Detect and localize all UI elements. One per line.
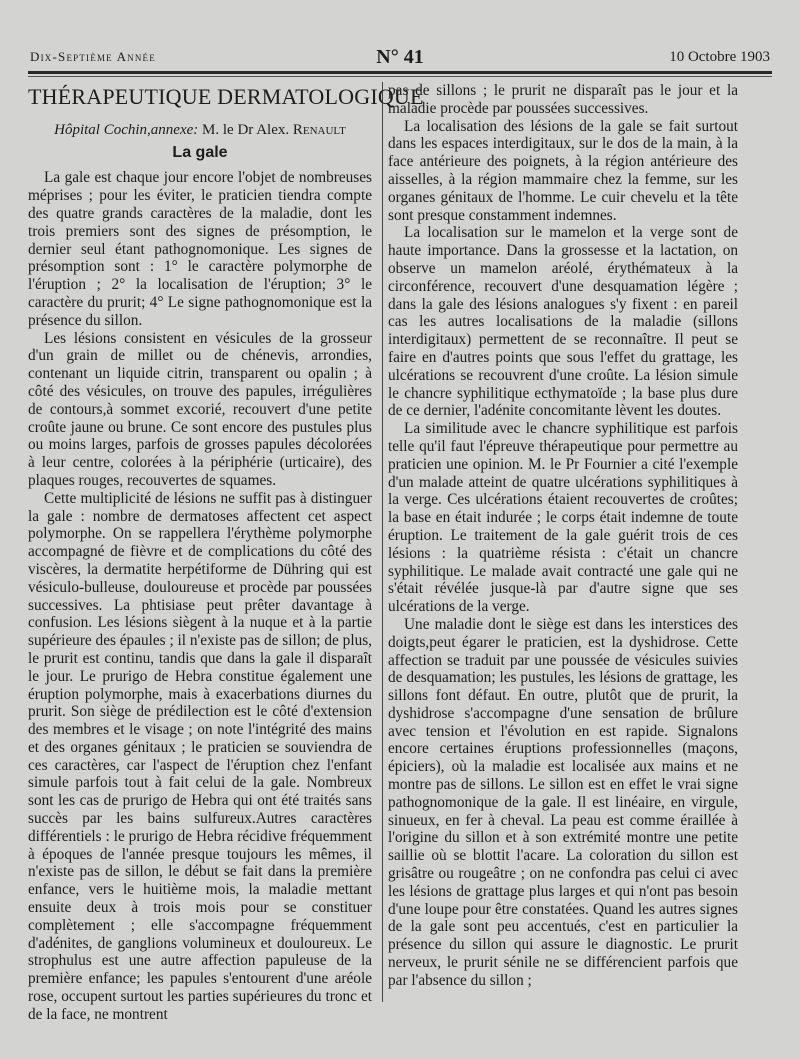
paragraph: Les lésions consistent en vésicules de la grosseur d'un grain de millet ou de chénevis, arrondies, contenant un liquide citrin, transparent ou opalin ; à côté des vésicules, on trouve des papules, irrégulières de contours,à sommet excorié, recouvert d'une petite croûte jaune ou brune. Ce sont encore des pustules plus ou moins larges, parfois de grosses papules décolorées à leur centre, colorées à la périphérie (urticaire), des plaques rouges, recouvertes de squames. (28, 329, 372, 489)
byline (28, 122, 372, 140)
byline-author: M. le Dr Alex. (198, 121, 293, 138)
right-column (388, 82, 738, 990)
article-subtitle: La gale (172, 143, 228, 161)
paragraph: La gale est chaque jour encore l'objet de nombreuses méprises ; pour les éviter, le praticien tiendra compte des quatre grands caractères de la maladie, dont les trois premiers sont des signes de présomption, le dernier seul étant pathognomonique. Les signes de présomption sont : 1° le caractère polymorphe de l'éruption ; 2° la localisation de l'éruption; 3° le caractère du prurit; 4° Le signe pathognomonique est la présence du sillon. (28, 169, 372, 329)
header-date: 10 Octobre 1903 (669, 48, 770, 65)
page-header (30, 44, 770, 70)
column-separator (382, 82, 383, 1002)
header-rule-thin (28, 76, 772, 77)
byline-hospital: Hôpital Cochin,annexe: (54, 121, 199, 138)
header-volume: Dix-Septième Année (30, 49, 156, 64)
section-title: THÉRAPEUTIQUE DERMATOLOGIQUE (28, 84, 424, 109)
paragraph: La localisation des lésions de la gale se fait surtout dans les espaces interdigitaux, sur le dos de la main, à la face antérieure des poignets, à la région antérieure des aisselles, à la région mammaire chez la femme, sur les organes génitaux de l'homme. Le cuir chevelu et la tête sont presque constamment indemnes. (388, 117, 738, 224)
paragraph: La similitude avec le chancre syphilitique est parfois telle qu'il faut l'épreuve thérapeutique pour permettre au praticien une opinion. M. le Pr Fournier a cité l'exemple d'un malade atteint de quatre ulcérations syphilitiques à la verge. Ces ulcérations étaient recouvertes de croûtes; la base en était indurée ; le corps était indemne de toute éruption. Le traitement de la gale guérit trois de ces lésions : la quatrième résista : c'était un chancre syphilitique. Le malade avait contracté une gale qui ne s'était révélée jusque-là par d'autre signe que ses ulcérations de la verge. (388, 420, 738, 616)
left-column (28, 82, 424, 1024)
paragraph: La localisation sur le mamelon et la verge sont de haute importance. Dans la grossesse et la lactation, on observe un mamelon aréolé, érythémateux à la circonférence, recouvert d'une desquamation légère ; dans la gale des lésions analogues s'y fixent : en pareil cas les autres localisations de la maladie (sillons interdigitaux) permettent de se reconnaître. Il peut se faire en d'autres points que sous l'effet du grattage, les ulcérations se recouvrent d'une croûte. La lésion simule le chancre syphilitique ecthymatoïde ; la base plus dure de ce dernier, l'adénite concomitante lèvent les doutes. (388, 224, 738, 420)
paragraph: Cette multiplicité de lésions ne suffit pas à distinguer la gale : nombre de dermatoses affectent cet aspect polymorphe. On se rappellera l'érythème polymorphe accompagné de fièvre et de complications du côté des viscères, la dermatite herpétiforme de Dühring qui est vésiculo-bulleuse, douloureuse et procède par poussées successives. La phtisiase peut prêter davantage à confusion. Les lésions siègent à la nuque et à la partie supérieure des épaules ; il n'existe pas de sillon; de plus, le prurit est continu, tandis que dans la gale il disparaît le jour. Le prurigo de Hebra constitue également une éruption polymorphe, mais à exacerbations diurnes du prurit. Son siège de prédilection est le côté d'extension des membres et le visage ; on note l'intégrité des mains et des organes génitaux ; le praticien se souviendra de ces caractères, car l'aspect de l'éruption chez l'enfant simule parfois tout à fait celui de la gale. Nombreux sont les cas de prurigo de Hebra qui ont été traités sans succès par les bains sulfureux.Autres caractères différentiels : le prurigo de Hebra récidive fréquemment à époques de l'année presque toujours les mêmes, il n'existe pas de sillon, le début se fait dans la première enfance, vers le huitième mois, la maladie mettant ensuite deux à trois mois pour se constituer complètement ; elle s'accompagne fréquemment d'adénites, de ganglions volumineux et douloureux. Le strophulus est une autre affection papuleuse de la première enfance; les papules s'entourent d'une aréole rose, occupent surtout les parties supérieures du tronc et de la face, ne montrent (28, 489, 372, 1023)
paragraph: pas de sillons ; le prurit ne disparaît pas le jour et la maladie procède par poussées successives. (388, 82, 738, 117)
header-rule (28, 71, 772, 74)
byline-surname: Renault (292, 121, 346, 138)
header-issue-number: N° 41 (376, 45, 424, 68)
paragraph: Une maladie dont le siège est dans les interstices des doigts,peut égarer le praticien, est la dyshidrose. Cette affection se traduit par une poussée de vésicules suivies de desquamation; les pustules, les lésions de grattage, les sillons font défaut. En outre, plutôt que de prurit, la dyshidrose s'accompagne d'une sensation de brûlure avec tension et l'évolution en est rapide. Signalons encore certaines éruptions professionnelles (maçons, épiciers), où la maladie est localisée aux mains et ne montre pas de sillons. Le sillon est en effet le vrai signe pathognomonique de la gale. Il est linéaire, en virgule, sinueux, en fer à cheval. La peau est comme éraillée à l'origine du sillon et à son extrémité montre une petite saillie où se blottit l'acare. La coloration du sillon est grisâtre ou rougeâtre ; on ne confondra pas celui ci avec les lésions de grattage plus larges et qui n'ont pas besoin d'une loupe pour être constatées. Quand les autres signes de la gale sont peu accentués, c'est en particulier la présence du sillon qui assure le diagnostic. Le prurit nerveux, le prurit sénile ne se différencient parfois que par l'absence du sillon ; (388, 615, 738, 989)
